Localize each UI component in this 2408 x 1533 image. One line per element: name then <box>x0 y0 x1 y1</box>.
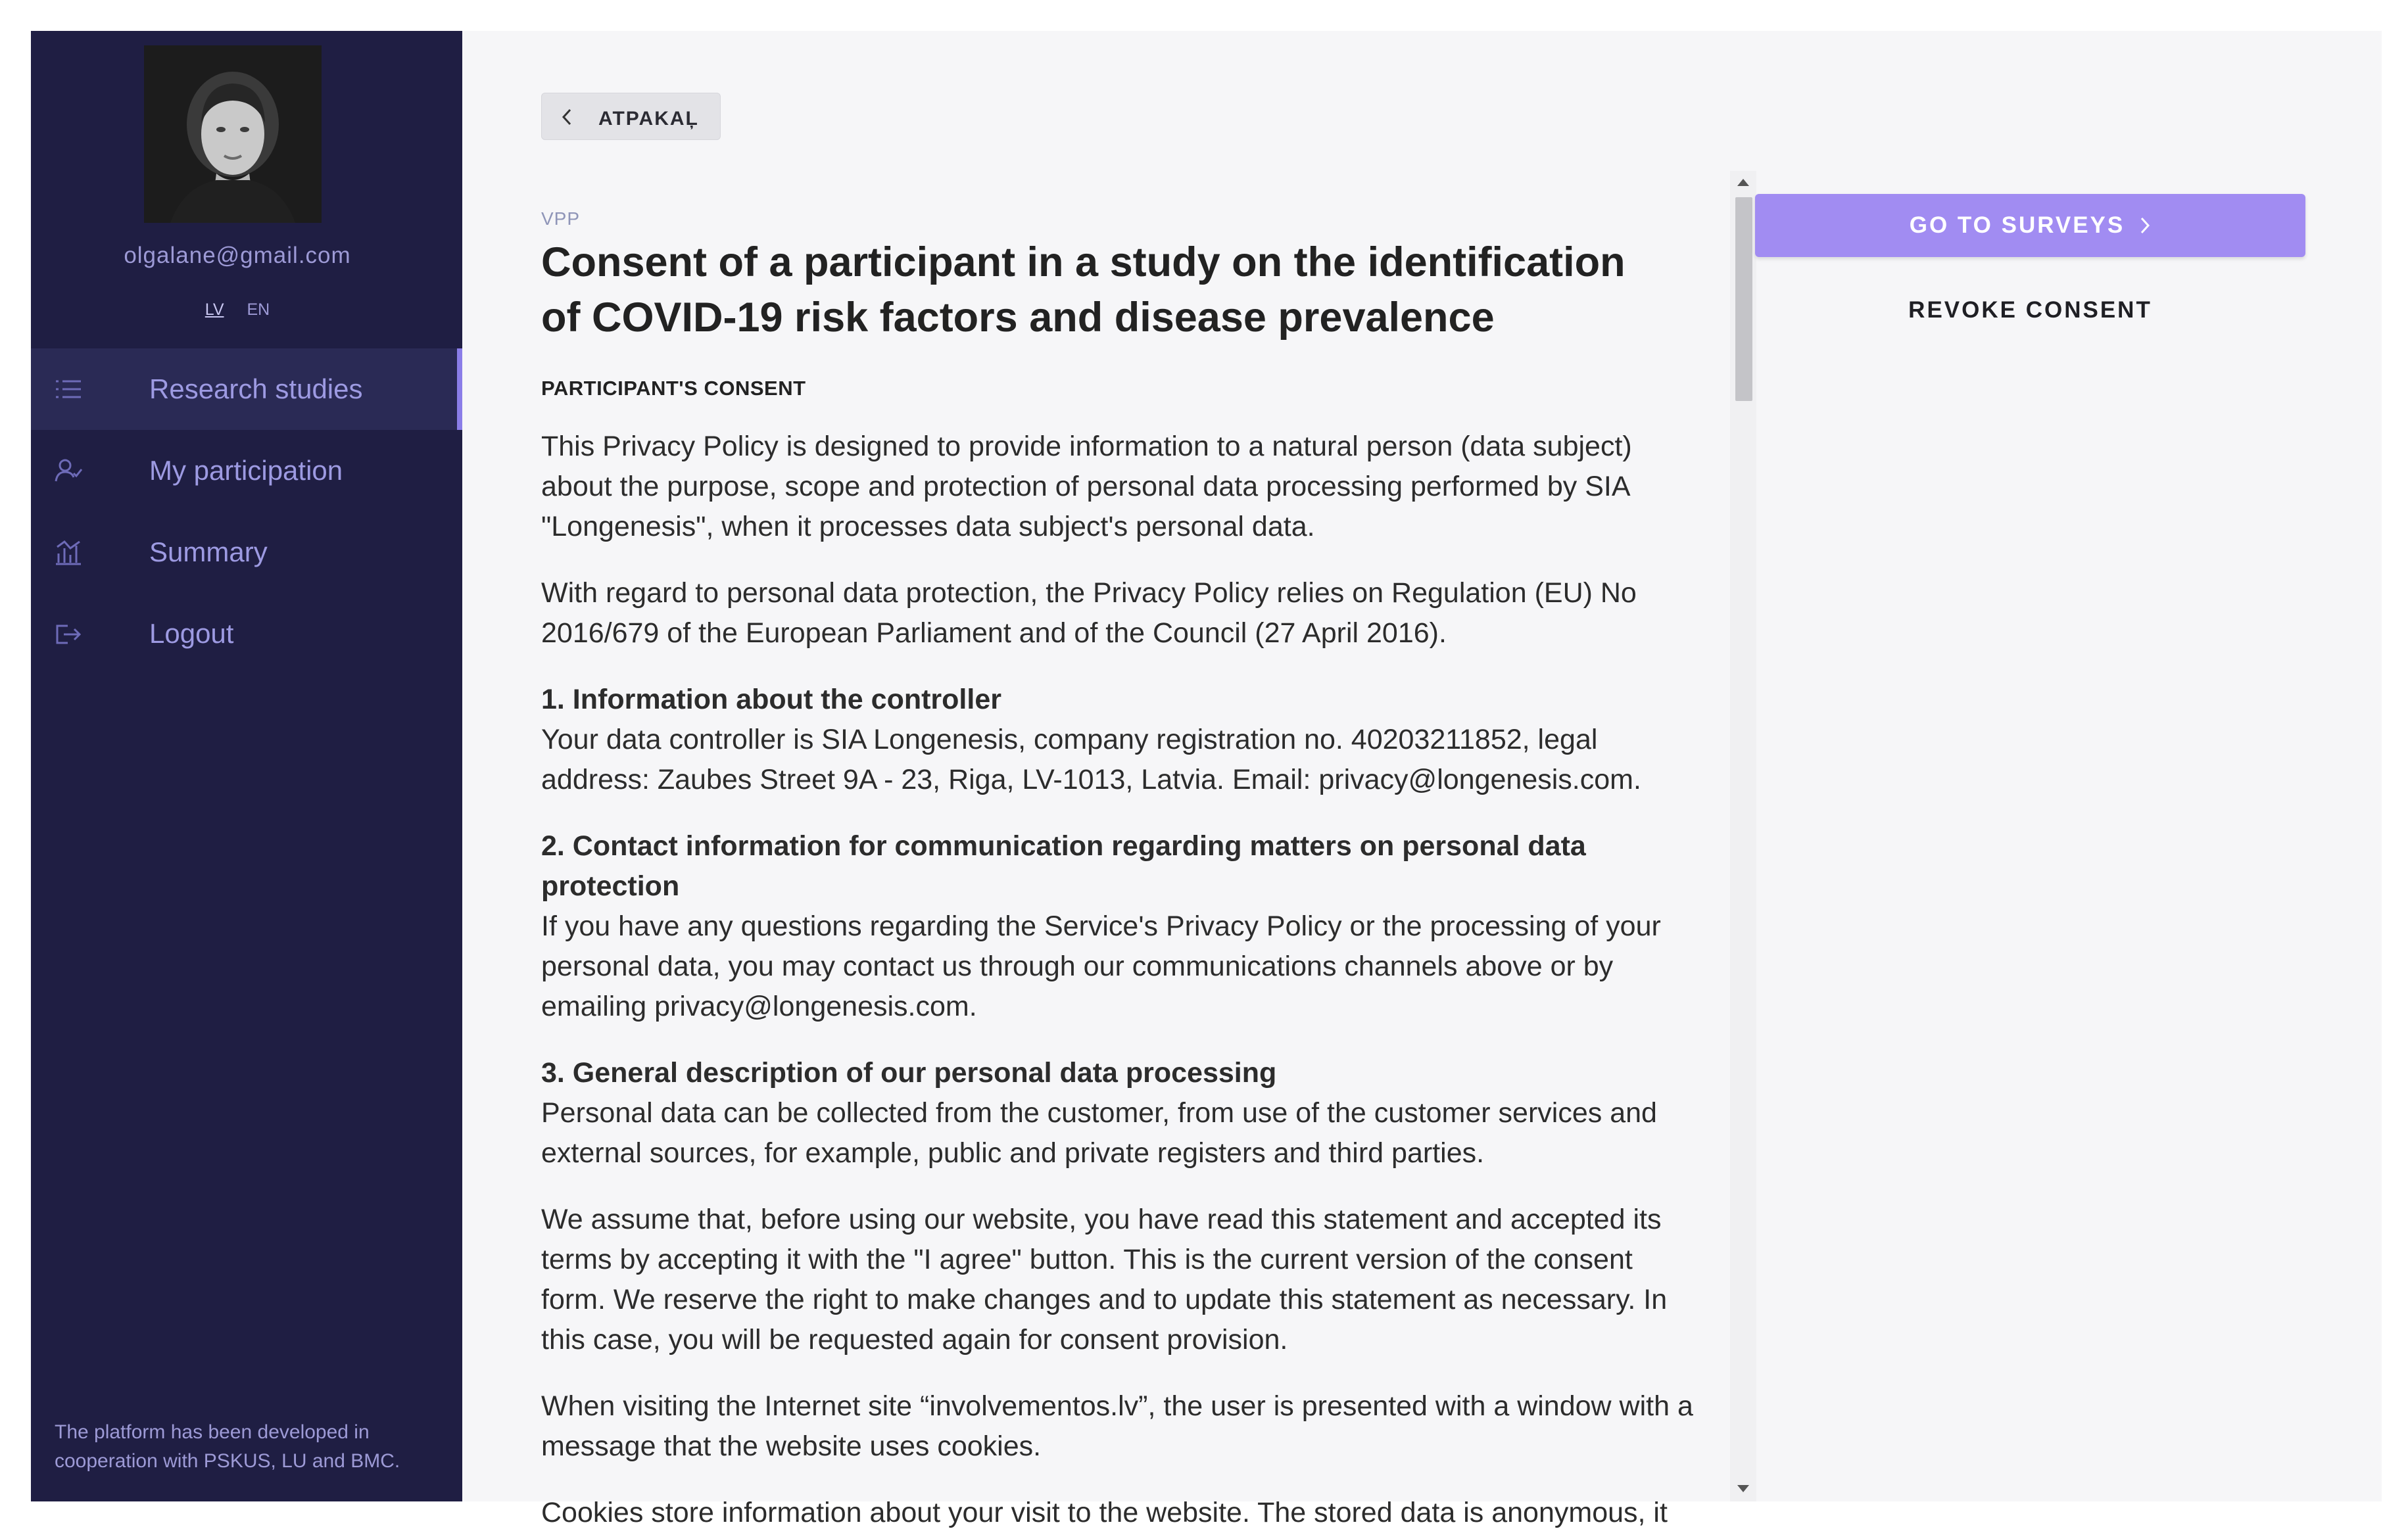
document-scrollbar[interactable] <box>1730 171 1756 1501</box>
paragraph-cookies-intro: When visiting the Internet site “involvementos.lv”, the user is presented with a window with a message that the website uses cookies. <box>541 1390 1693 1462</box>
section-processing <box>541 1053 1698 1173</box>
language-switch <box>31 300 444 319</box>
paragraph-cookies-store: Cookies store information about your visit to the website. The stored data is anonymous, it <box>541 1497 1668 1528</box>
sidebar <box>31 31 462 1501</box>
scroll-thumb[interactable] <box>1735 197 1752 401</box>
language-lv[interactable]: LV <box>205 300 224 319</box>
sidebar-item-label: Logout <box>149 618 234 649</box>
user-email: olgalane@gmail.com <box>124 243 351 268</box>
chart-icon <box>53 539 84 565</box>
sidebar-nav <box>31 348 462 674</box>
study-tag: VPP <box>541 208 581 229</box>
avatar-photo-icon <box>144 45 322 223</box>
sidebar-item-label: My participation <box>149 455 343 486</box>
sidebar-item-logout[interactable] <box>31 593 462 674</box>
section-body: If you have any questions regarding the Service's Privacy Policy or the processing of your personal data, you may contact us through our communications channels above or by emailing privacy@longenesis.com. <box>541 910 1661 1022</box>
avatar[interactable] <box>144 45 322 223</box>
sidebar-item-label: Summary <box>149 536 268 567</box>
sidebar-item-summary[interactable] <box>31 511 462 593</box>
paragraph-assume: We assume that, before using our website, you have read this statement and accepted its terms by accepting it with the "I agree" button. This is the current version of the consent form. We reserve the right to make changes and to update this statement as necessary. In this case, you will be requested again for consent provision. <box>541 1204 1668 1356</box>
back-button-label: ATPAKAĻ <box>598 108 699 130</box>
chevron-right-icon <box>2139 216 2151 235</box>
section-heading: 1. Information about the controller <box>541 684 1001 715</box>
scroll-down-arrow-icon[interactable] <box>1737 1485 1749 1492</box>
user-check-icon <box>53 458 84 484</box>
sidebar-item-label: Research studies <box>149 373 363 404</box>
page-title: Consent of a participant in a study on the identification of COVID-19 risk factors and disease prevalence <box>541 239 1625 341</box>
language-en[interactable]: EN <box>247 300 270 319</box>
logout-icon <box>53 621 84 647</box>
revoke-consent-button[interactable]: REVOKE CONSENT <box>1908 297 2152 323</box>
app-window <box>31 31 2382 1528</box>
section-heading: 2. Contact information for communication regarding matters on personal data protection <box>541 830 1586 902</box>
section-label: PARTICIPANT'S CONSENT <box>541 377 806 400</box>
section-body: Your data controller is SIA Longenesis, company registration no. 40203211852, legal address: Zaubes Street 9A - 23, Riga, LV-1013, Latvia. Email: privacy@longenesis.com. <box>541 724 1641 795</box>
section-contact <box>541 826 1698 1027</box>
footer-note: The platform has been developed in cooperation with PSKUS, LU and BMC. <box>55 1421 400 1472</box>
back-button[interactable] <box>541 93 721 140</box>
go-to-surveys-button[interactable] <box>1755 194 2305 257</box>
paragraph-intro-2: With regard to personal data protection, the Privacy Policy relies on Regulation (EU) No 2016/679 of the European Parliament and of the Council (27 April 2016). <box>541 577 1637 649</box>
sidebar-item-my-participation[interactable] <box>31 430 462 511</box>
go-to-surveys-label: GO TO SURVEYS <box>1909 212 2125 238</box>
chevron-left-icon <box>560 108 573 126</box>
list-icon <box>53 376 84 402</box>
scroll-up-arrow-icon[interactable] <box>1737 179 1749 186</box>
section-controller <box>541 680 1698 800</box>
paragraph-intro-1: This Privacy Policy is designed to provide information to a natural person (data subject) about the purpose, scope and protection of personal data processing performed by SIA "Longenesis", when it processes data subject's personal data. <box>541 431 1632 542</box>
sidebar-item-research-studies[interactable] <box>31 348 462 430</box>
section-body: Personal data can be collected from the customer, from use of the customer services and external sources, for example, public and private registers and third parties. <box>541 1097 1657 1169</box>
section-heading: 3. General description of our personal data processing <box>541 1057 1277 1089</box>
consent-document <box>541 195 1718 1528</box>
